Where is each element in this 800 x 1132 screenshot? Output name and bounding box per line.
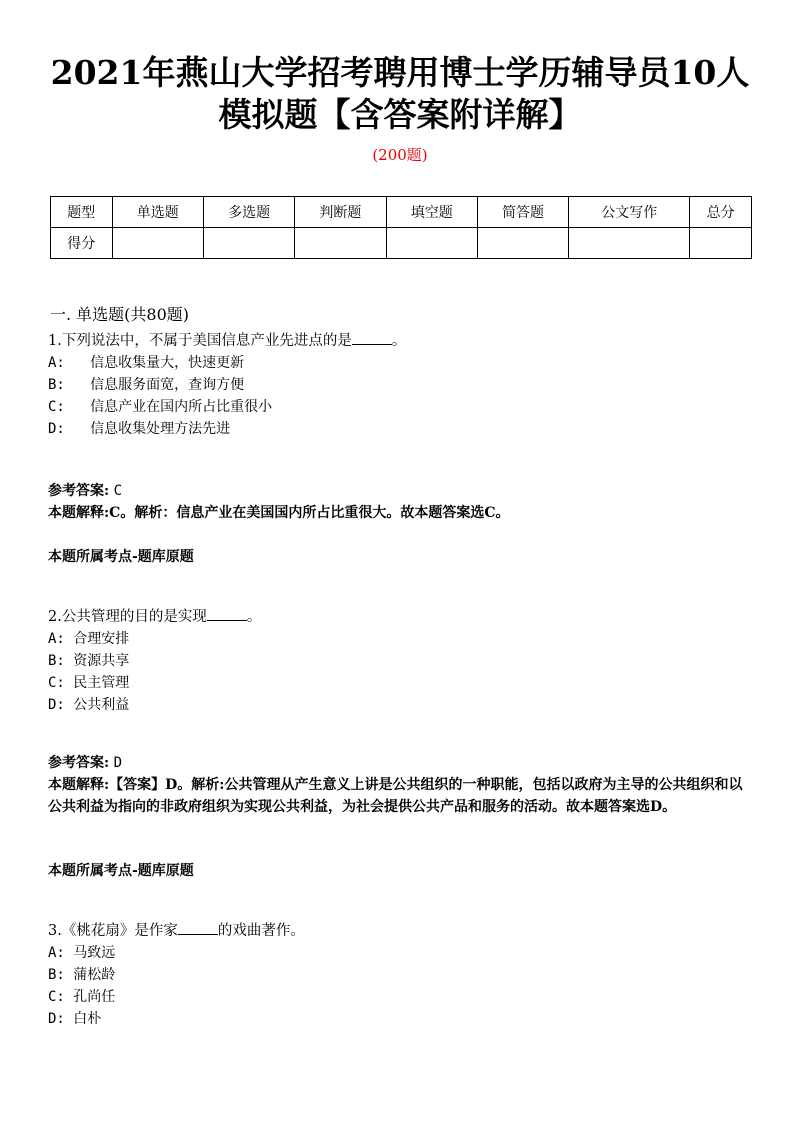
reference-answer xyxy=(48,752,756,774)
explain-label: 本题解释: xyxy=(48,777,110,793)
stem-text: 2.公共管理的目的是实现 xyxy=(48,609,207,625)
score-cell xyxy=(386,228,477,259)
question-3 xyxy=(48,920,305,1030)
row-label: 得分 xyxy=(51,228,113,259)
explanation xyxy=(48,502,756,524)
header-cell: 多选题 xyxy=(203,197,294,228)
option-key: A: xyxy=(48,355,65,371)
option-text: 马致远 xyxy=(73,945,116,961)
score-cell xyxy=(569,228,690,259)
header-cell: 判断题 xyxy=(295,197,386,228)
score-cell xyxy=(203,228,294,259)
answer-blank xyxy=(178,922,218,935)
option-key: C: xyxy=(48,989,65,1005)
header-cell: 单选题 xyxy=(112,197,203,228)
header-cell: 填空题 xyxy=(386,197,477,228)
option-key: B: xyxy=(48,653,65,669)
header-cell: 总分 xyxy=(690,197,752,228)
option-a xyxy=(48,942,305,964)
stem-text: 3.《桃花扇》是作家 xyxy=(48,923,178,939)
answer-label: 参考答案: xyxy=(48,483,110,499)
score-cell xyxy=(690,228,752,259)
question-stem xyxy=(48,920,305,942)
option-a xyxy=(48,352,406,374)
reference-answer xyxy=(48,480,756,502)
answer-blank xyxy=(352,332,392,345)
score-cell xyxy=(112,228,203,259)
stem-text-end: 。 xyxy=(391,333,407,349)
option-text: 合理安排 xyxy=(73,631,130,647)
option-key: D: xyxy=(48,697,65,713)
option-d xyxy=(48,418,406,440)
answer-value: C xyxy=(113,483,123,499)
option-c xyxy=(48,672,261,694)
explain-text: 【答案】D。解析:公共管理从产生意义上讲是公共组织的一种职能，包括以政府为主导的公共组织和以公共利益为指向的非政府组织为实现公共利益，为社会提供公共产品和服务的活动。故本题答案选D。 xyxy=(48,777,743,815)
question-count: (200题) xyxy=(372,146,428,164)
header-cell: 题型 xyxy=(51,197,113,228)
stem-text-end: 的戏曲著作。 xyxy=(217,923,305,939)
option-key: C: xyxy=(48,399,65,415)
question-2 xyxy=(48,606,261,716)
exam-point-1: 本题所属考点-题库原题 xyxy=(48,549,194,565)
option-b xyxy=(48,650,261,672)
option-c xyxy=(48,986,305,1008)
option-key: C: xyxy=(48,675,65,691)
answer-block-1 xyxy=(48,480,756,524)
option-c xyxy=(48,396,406,418)
score-table-score-row xyxy=(51,228,752,259)
option-text: 信息产业在国内所占比重很小 xyxy=(90,399,273,415)
score-cell xyxy=(295,228,386,259)
score-table xyxy=(50,196,752,259)
stem-text: 1.下列说法中，不属于美国信息产业先进点的是 xyxy=(48,333,352,349)
question-1 xyxy=(48,330,406,440)
answer-label: 参考答案: xyxy=(48,755,110,771)
exam-point-2: 本题所属考点-题库原题 xyxy=(48,863,194,879)
option-a xyxy=(48,628,261,650)
option-key: A: xyxy=(48,631,65,647)
question-stem xyxy=(48,330,406,352)
option-b xyxy=(48,964,305,986)
answer-block-2 xyxy=(48,752,756,818)
option-text: 信息收集量大，快速更新 xyxy=(90,355,245,371)
explain-text: C。解析：信息产业在美国国内所占比重很大。故本题答案选C。 xyxy=(109,505,510,521)
score-table-header-row xyxy=(51,197,752,228)
option-key: D: xyxy=(48,421,65,437)
option-text: 信息服务面宽，查询方便 xyxy=(90,377,245,393)
option-text: 民主管理 xyxy=(73,675,130,691)
explain-label: 本题解释: xyxy=(48,505,110,521)
option-b xyxy=(48,374,406,396)
score-cell xyxy=(477,228,568,259)
option-key: D: xyxy=(48,1011,65,1027)
option-key: A: xyxy=(48,945,65,961)
stem-text-end: 。 xyxy=(246,609,262,625)
option-text: 蒲松龄 xyxy=(73,967,116,983)
option-key: B: xyxy=(48,377,65,393)
option-text: 白朴 xyxy=(73,1011,102,1027)
header-cell: 简答题 xyxy=(477,197,568,228)
question-stem xyxy=(48,606,261,628)
document-title: 2021年燕山大学招考聘用博士学历辅导员10人模拟题【含答案附详解】 xyxy=(50,53,750,134)
option-key: B: xyxy=(48,967,65,983)
option-d xyxy=(48,694,261,716)
header-cell: 公文写作 xyxy=(569,197,690,228)
option-text: 资源共享 xyxy=(73,653,130,669)
option-text: 孔尚任 xyxy=(73,989,116,1005)
option-text: 公共利益 xyxy=(73,697,130,713)
explanation xyxy=(48,774,756,818)
option-d xyxy=(48,1008,305,1030)
option-text: 信息收集处理方法先进 xyxy=(90,421,231,437)
answer-blank xyxy=(207,608,247,621)
answer-value: D xyxy=(113,755,123,771)
section-title: 一. 单选题(共80题) xyxy=(50,305,190,324)
